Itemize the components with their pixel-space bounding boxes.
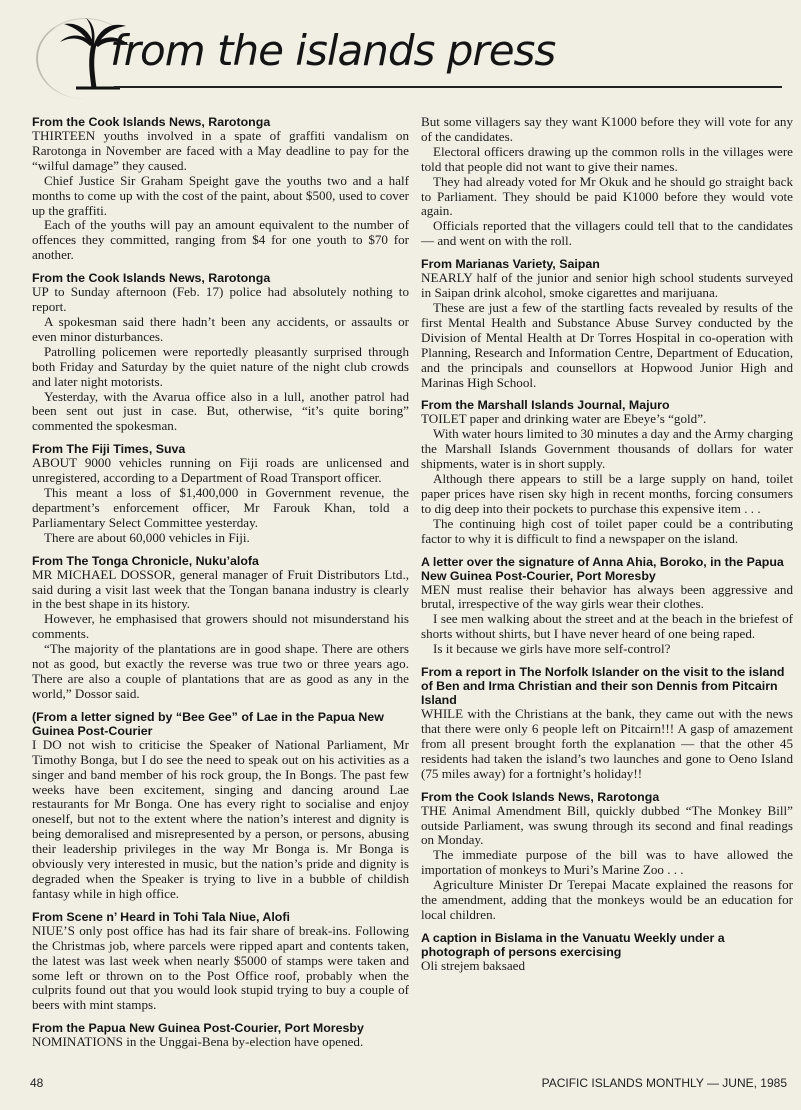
article-heading: From Marianas Variety, Saipan [421,257,600,272]
article-heading: A letter over the signature of Anna Ahia, Boroko, in the Papua New Guinea Post-Courier, Port Moresby [421,554,784,583]
article-heading: (From a letter signed by “Bee Gee” of Lae in the Papua New Guinea Post-Courier [32,709,384,738]
article [421,790,793,923]
article [421,555,793,658]
article-paragraph: With water hours limited to 30 minutes a day and the Army charging the Marshall Islands Government thousands of dollars for water shipments, water is in short supply. [421,426,793,472]
article-heading: From the Cook Islands News, Rarotonga [32,271,271,286]
article-heading: A caption in Bislama in the Vanuatu Weekly under a photograph of persons exercising [421,930,725,959]
article-heading: From the Cook Islands News, Rarotonga [421,789,660,804]
article-paragraph: But some villagers say they want K1000 before they will vote for any of the candidates. [421,114,793,144]
article-paragraph: Is it because we girls have more self-control? [433,641,671,657]
article-paragraph: The continuing high cost of toilet paper could be a contributing factor to why it is difficult to find a newspaper on the island. [421,515,793,546]
article-paragraph: Patrolling policemen were reportedly pleasantly surprised through both Friday and Saturday by the quiet nature of the night club crowds and later night motorists. [32,343,409,389]
article-paragraph: These are just a few of the startling facts revealed by results of the first Mental Health and Substance Abuse Survey conducted by the Division of Mental Health at Dr Torres Hospital in co-operation with Planning, Research and Information Centre, Department of Education, and the principals and counsellors at Hopwood Junior High and Marinas High School. [421,299,793,390]
article-heading: From Scene n’ Heard in Tohi Tala Niue, Alofi [32,909,290,924]
masthead-title: from the islands press [110,26,556,75]
article [32,115,409,263]
article-paragraph: A spokesman said there hadn’t been any accidents, or assaults or even minor disturbances. [32,313,409,344]
article [421,398,793,546]
article [32,710,409,902]
article-paragraph: Oli strejem baksaed [421,957,525,973]
article-paragraph: TOILET paper and drinking water are Ebeye’s “gold”. [421,411,707,427]
article-heading: From the Papua New Guinea Post-Courier, Port Moresby [32,1021,364,1036]
article [32,442,409,545]
article [32,1021,409,1050]
article-paragraph: Officials reported that the villagers could tell that to the candidates — and went on with the roll. [421,218,793,249]
article-paragraph: WHILE with the Christians at the bank, they came out with the news that there were only 6 people left on Pitcairn!!! A gasp of amazement from all present brought forth the explanation — that the other 45 residents had taken the island’s two launches and gone to Oeno Island (75 miles away) for a fortnight’s holiday!! [421,706,793,781]
article-paragraph: There are about 60,000 vehicles in Fiji. [44,529,250,545]
article-heading: From The Fiji Times, Suva [32,442,186,457]
article [421,257,793,390]
article-paragraph: MR MICHAEL DOSSOR, general manager of Fruit Distributors Ltd., said during a visit last week that the Tongan banana industry is clearly in the best shape in its history. [32,566,409,612]
article-paragraph: Each of the youths will pay an amount equivalent to the number of offences they committed, ranging from $4 for one youth to $70 for another. [32,217,409,263]
article-paragraph: Although there appears to still be a large supply on hand, toilet paper prices have risen sky high in recent months, forcing consumers to dig deep into their pockets to purchase this expensive item . . . [421,471,793,516]
left-column [32,115,409,1058]
article-heading: From the Marshall Islands Journal, Majuro [421,398,670,413]
article-paragraph: MEN must realise their behavior has always been aggressive and brutal, irrespective of the way girls wear their clothes. [421,581,793,612]
article-paragraph: They had already voted for Mr Okuk and he should go straight back to Parliament. They should be paid K1000 before they would vote again. [421,173,793,219]
article-paragraph: NOMINATIONS in the Unggai-Bena by-election have opened. [32,1034,364,1050]
masthead [28,12,788,102]
article-heading: From The Tonga Chronicle, Nuku’alofa [32,553,259,568]
article-paragraph: ABOUT 9000 vehicles running on Fiji roads are unlicensed and unregistered, according to a Department of Road Transport officer. [32,455,409,486]
article-paragraph: I see men walking about the street and at the beach in the briefest of shorts without shirts, but I have never heard of one being raped. [421,611,793,642]
article [32,271,409,434]
article-paragraph: However, he emphasised that growers should not misunderstand his comments. [32,611,409,642]
article-paragraph: I DO not wish to criticise the Speaker of National Parliament, Mr Timothy Bonga, but I do see the need to speak out on his activities as a singer and band member of his rock group, the In Bongs. The past few weeks have been excitement, singing and dancing around Lae restaurants for Mr Bonga. One has every right to socialise and enjoy oneself, but not to the extent where the nation’s interest and dignity is being demoralised and misrepresented by a person, or persons, abusing their leadership privileges in the way Mr Bonga is. Mr Bonga is obviously very interested in music, but the nation’s pride and dignity is degraded when the Speaker is trying to live in a bubble of childish fantasy while in high office. [32,736,409,901]
article-paragraph: This meant a loss of $1,400,000 in Government revenue, the department’s enforcement officer, Mr Farouk Khan, told a Parliamentary Select Committee yesterday. [32,485,409,530]
article [32,554,409,702]
article-paragraph: THIRTEEN youths involved in a spate of graffiti vandalism on Rarotonga in November are faced with a May deadline to pay for the “wilful damage” they caused. [32,128,409,173]
article-heading: From a report in The Norfolk Islander on the visit to the island of Ben and Irma Christian and their son Dennis from Pitcairn Island [421,665,785,708]
article-heading: From the Cook Islands News, Rarotonga [32,115,271,129]
article [421,931,793,974]
publication-footer: PACIFIC ISLANDS MONTHLY — JUNE, 1985 [541,1076,787,1090]
article-paragraph: NIUE’S only post office has had its fair share of break-ins. Following the Christmas job, where parcels were ripped apart and contents taken, the latest was last week when nearly $5000 of stamps were taken and some left or thrown on to the Post Office roof, probably when the culprits found out that you would look stupid trying to buy a couple of beers with mint stamps. [32,922,409,1013]
article-paragraph: The immediate purpose of the bill was to have allowed the importation of monkeys to Muri’s Marine Zoo . . . [421,847,793,878]
masthead-rule [114,86,782,88]
article [32,910,409,1013]
right-column [421,115,793,982]
article-paragraph: UP to Sunday afternoon (Feb. 17) police had absolutely nothing to report. [32,284,409,315]
page-number: 48 [30,1076,44,1090]
article-paragraph: Electoral officers drawing up the common rolls in the villages were told that people did not want to give their names. [421,143,793,174]
article-paragraph: “The majority of the plantations are in good shape. There are others not as good, but exactly the reverse was true two or three years ago. There are also a couple of plantations that are as good as any in the world,” Dossor said. [32,641,409,701]
article-paragraph: Agriculture Minister Dr Terepai Macate explained the reasons for the amendment, adding that the monkeys would be an education for local children. [421,877,793,922]
article-paragraph: Chief Justice Sir Graham Speight gave the youths two and a half months to come up with the cost of the paint, about $500, used to cover up the graffiti. [32,172,409,218]
article-paragraph: Yesterday, with the Avarua office also in a lull, another patrol had been sent out just in case. But, otherwise, “it’s quite boring” commented the spokesman. [32,388,409,434]
article-paragraph: NEARLY half of the junior and senior high school students surveyed in Saipan drink alcohol, smoke cigarettes and marijuana. [421,270,793,301]
article-paragraph: THE Animal Amendment Bill, quickly dubbed “The Monkey Bill” outside Parliament, was swung through its second and final readings on Monday. [421,802,793,848]
article [421,115,793,249]
article [421,665,793,782]
